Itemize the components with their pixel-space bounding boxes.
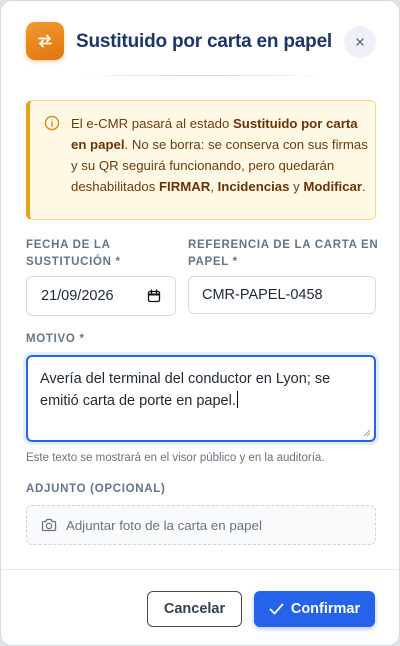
confirm-label: Confirmar [290,601,361,617]
attachment-label: ADJUNTO (OPCIONAL) [26,483,166,495]
motivo-textarea[interactable] [26,355,376,442]
confirm-button[interactable] [254,591,375,627]
date-input[interactable] [26,276,176,316]
info-icon [44,115,60,131]
cancel-button[interactable]: Cancelar [147,591,242,627]
check-icon [269,603,284,615]
dialog-title: Sustituido por carta en papel [76,31,333,52]
dialog-footer [1,569,400,646]
warning-callout [26,100,376,220]
reference-input[interactable] [188,276,376,314]
resize-grip-icon[interactable] [363,429,371,437]
camera-icon [41,518,57,532]
date-value: 21/09/2026 [41,288,114,304]
calendar-icon[interactable] [147,289,161,303]
close-button[interactable] [344,26,376,58]
reference-value: CMR-PAPEL-0458 [202,287,323,303]
swap-arrows-icon [26,22,64,60]
date-label: FECHA DE LA SUSTITUCIÓN * [26,239,121,268]
motivo-value: Avería del terminal del conductor en Lyon; se emitió carta de porte en papel. [40,371,331,409]
reference-label: REFERENCIA DE LA CARTA EN PAPEL * [188,239,379,268]
close-icon [355,37,365,47]
header-divider [75,75,327,76]
attach-text: Adjuntar foto de la carta en papel [66,517,262,533]
motivo-label: MOTIVO * [26,333,85,345]
text-caret [237,391,238,408]
dialog-header [1,1,400,85]
attach-photo-dropzone[interactable] [26,505,376,545]
motivo-helper-text: Este texto se mostrará en el visor público y en la auditoría. [26,452,325,464]
warning-text: El e-CMR pasará al estado Sustituido por carta en papel. No se borra: se conserva con sus firmas y su QR seguirá funcionando, pero quedarán deshabilitados FIRMAR, Incidencias y Modificar. [71,116,368,194]
